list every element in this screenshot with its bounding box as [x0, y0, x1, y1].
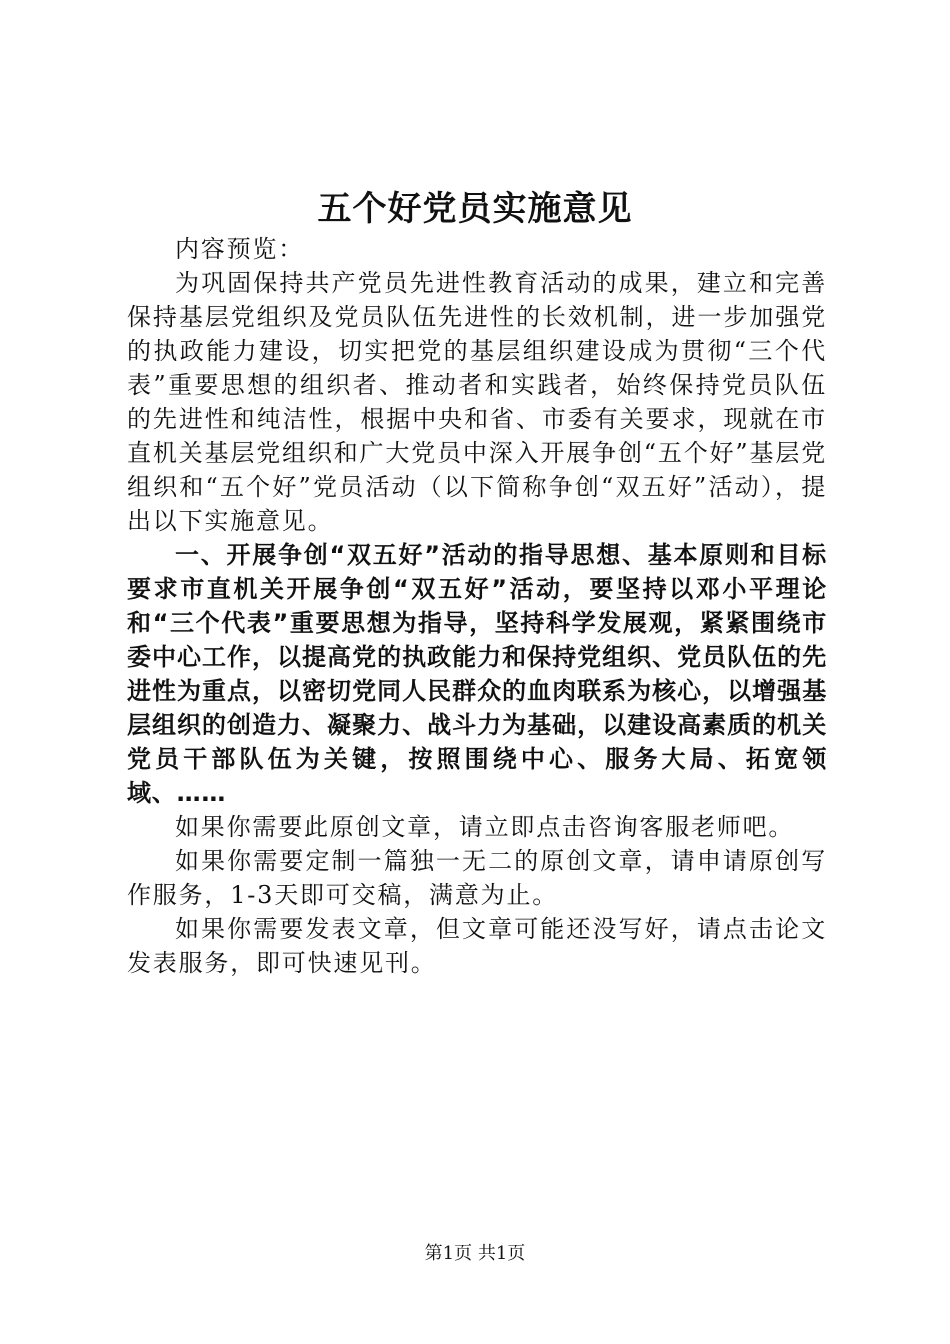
page-number: 第1页 共1页 — [424, 1243, 526, 1264]
intro-paragraph: 为巩固保持共产党员先进性教育活动的成果，建立和完善保持基层党组织及党员队伍先进性的长效机制，进一步加强党的执政能力建设，切实把党的基层组织建设成为贯彻“三个代表”重要思想的组织者、推动者和实践者，始终保持党员队伍的先进性和纯洁性，根据中央和省、市委有关要求，现就在市直机关基层党组织和广大党员中深入开展争创“五个好”基层党组织和“五个好”党员活动（以下简称争创“双五好”活动），提出以下实施意见。 — [127, 269, 827, 535]
document-body — [127, 232, 827, 980]
section-one-paragraph: 一、开展争创“双五好”活动的指导思想、基本原则和目标要求市直机关开展争创“双五好”活动，要坚持以邓小平理论和“三个代表”重要思想为指导，坚持科学发展观，紧紧围绕市委中心工作，以提高党的执政能力和保持党组织、党员队伍的先进性为重点，以密切党同人民群众的血肉联系为核心，以增强基层组织的创造力、凝聚力、战斗力为基础，以建设高素质的机关党员干部队伍为关键，按照围绕中心、服务大局、拓宽领域、…… — [127, 541, 827, 807]
document-title: 五个好党员实施意见 — [317, 189, 633, 229]
custom-writing-notice[interactable]: 如果你需要定制一篇独一无二的原创文章，请申请原创写作服务，1-3天即可交稿，满意为止。 — [127, 847, 827, 909]
preview-label: 内容预览： — [175, 235, 304, 263]
consult-notice[interactable]: 如果你需要此原创文章，请立即点击咨询客服老师吧。 — [175, 813, 795, 841]
publish-service-notice[interactable]: 如果你需要发表文章，但文章可能还没写好，请点击论文发表服务，即可快速见刊。 — [127, 915, 827, 977]
